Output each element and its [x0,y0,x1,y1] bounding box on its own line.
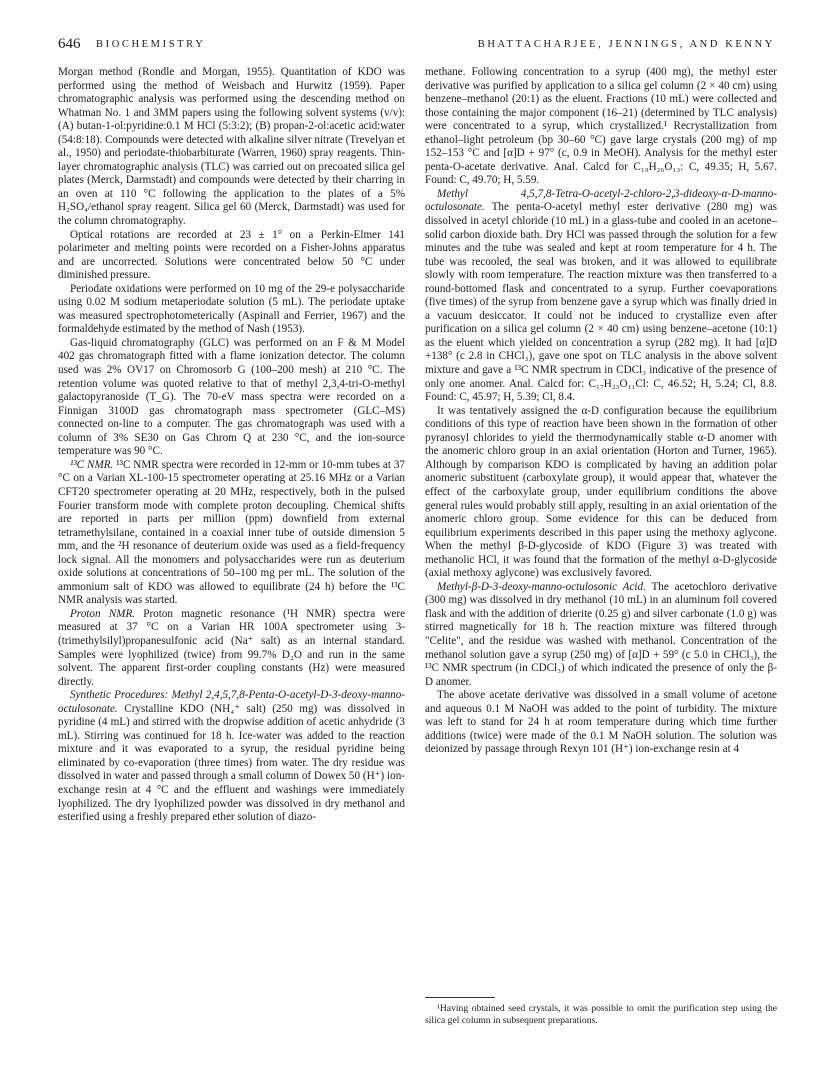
paragraph-text: Proton magnetic resonance (¹H NMR) spectra were measured at 37 °C on a Varian HR 100A spectrometer using 3-(trimethylsilyl)propanesulfonic acid (Na⁺ salt) as an internal standard. Samples were lyophilized (twice) from 99.7% D₂O and run in the same solvent. The apparent first-order coupling constants (Hz) were measured directly. [58,607,406,688]
running-header [58,36,775,56]
section-heading: Methyl-β-D-3-deoxy-manno-octulosonic Acid. [437,580,646,593]
paragraph: Morgan method (Rondle and Morgan, 1955). Quantitation of KDO was performed using the method of Weisbach and Hurwitz (1959). Paper chromatographic analysis was performed using the descending method on Whatman No. 1 and 3MM papers using the following solvent systems (v/v): (A) butan-1-ol:pyridine:0.1 M HCl (5:3:2); (B) propan-2-ol:acetic acid:water (54:8:18). Compounds were detected with alkaline silver nitrate (Trevelyan et al., 1950) and periodate-thiobarbiturate (Warren, 1960) spray reagents. Thin-layer chromatographic analysis (TLC) was carried out on precoated silica gel plates (Merck, Darmstadt) and compounds were detected by their charring in an oven at 110 °C following the application to the plates of a 5% H₂SO₄/ethanol spray reagent. Silica gel 60 (Merck, Darmstadt) was used for the column chromatography. [58,66,405,228]
paragraph-text: ¹³C NMR spectra were recorded in 12-mm or 10-mm tubes at 37 °C on a Varian XL-100-15 spectrometer operating at 25.16 MHz or a Varian CFT20 spectrometer operating at 20 MHz, respectively, both in the pulsed Fourier transform mode with complete proton decoupling. Chemical shifts are reported in parts per million (ppm) downfield from external tetramethylsilane, contained in a coaxial inner tube of outside dimension 5 mm, and the ²H resonance of deuterium oxide was used as a field-frequency lock signal. All the monomers and polysaccharides were run as deuterium oxide solutions at concentrations of 50–100 mg per mL. The solution of the ammonium salt of KDO was allowed to equilibrate (24 h) before the ¹³C NMR analysis was started. [58,458,406,607]
paragraph: methane. Following concentration to a syrup (400 mg), the methyl ester derivative was purified by application to a silica gel column (2 × 40 cm) using benzene–methanol (20:1) as the eluent. Fractions (10 mL) were collected and those containing the major component (16–21) (determined by TLC analysis) were concentrated to a syrup, which crystallized.¹ Recrystallization from ethanol–light petroleum (bp 30–60 °C) gave large crystals (200 mg) of mp 152–153 °C and [α]D + 97° (c, 0.9 in MeOH). Analysis for the methyl ester penta-O-acetate derivative. Anal. Calcd for C₁₉H₂₆O₁₃: C, 49.35; H, 5.67. Found: C, 49.70; H, 5.59. [425,66,777,187]
footnote [425,1003,777,1027]
section-heading: Methyl 4,5,7,8-Tetra-O-acetyl-2-chloro-2,3-dideoxy-α-D-manno-octulosonate. [425,187,777,214]
footnote-text: ¹Having obtained seed crystals, it was possible to omit the purification step using the silica gel column in subsequent preparations. [425,1003,777,1026]
section-heading: Synthetic Procedures: Methyl 2,4,5,7,8-Penta-O-acetyl-D-3-deoxy-manno-octulosonate. [58,689,405,715]
paragraph [425,581,777,689]
paragraph: Periodate oxidations were performed on 10 mg of the 29-e polysaccharide using 0.02 M sodium metaperiodate solution (5 mL). The periodate uptake was measured spectrophotometerically (Aspinall and Ferrier, 1967) and the formaldehyde estimated by the method of Nash (1953). [58,282,405,336]
paragraph: It was tentatively assigned the α-D configuration because the equilibrium conditions of this type of reaction have been shown in the formation of other pyranosyl chlorides to yield the thermodynamically stable α-D anomer with the anomeric chloro group in an axial orientation (Horton and Turner, 1965). Although by comparison KDO is complicated by having an addition polar anomeric substituent (carboxylate group), it would appear that, whatever the effect of the carboxylate group, under equilibrium conditions the above general rules would probably still apply, resulting in an axial orientation of the anomeric chloro group. Some evidence for this can be deduced from equilibrium experiments described in this paper using the methoxy aglycone. When the methyl β-D-glycoside of KDO (Figure 3) was treated with methanolic HCl, it was found that the formation of the methyl α-D-glycoside (axial methoxy aglycone) was exclusively favored. [425,404,777,580]
paragraph-text: Crystalline KDO (NH₄⁺ salt) (250 mg) was dissolved in pyridine (4 mL) and stirred with the dropwise addition of acetic anhydride (3 mL). Stirring was continued for 18 h. Ice-water was added to the reaction mixture and it was evaporated to a syrup, the residual pyridine being eliminated by co-evaporation (three times) from water. The dry residue was dissolved in water and passed through a small column of Dowex 50 (H⁺) ion-exchange resin at 4 °C and the effluent and washings were immediately lyophilized. The dry lyophilized powder was dissolved in dry methanol and esterified using a freshly prepared ether solution of diazo- [58,702,405,824]
paragraph-text: The acetochloro derivative (300 mg) was dissolved in dry methanol (10 mL) in an aluminum foil covered flask and with the addition of drierite (0.25 g) and silver carbonate (1.0 g) was stirred magnetically for 18 h. The reaction mixture was filtered through "Celite", and the residue was washed with methanol. Concentration of the methanol solution gave a syrup (250 mg) of [α]D + 59° (c 5.0 in CHCl₃), the ¹³C NMR spectrum (in CDCl₃) of which indicated the presence of only the β-D anomer. [425,580,777,688]
paragraph: The above acetate derivative was dissolved in a small volume of acetone and aqueous 0.1 M NaOH was added to the point of turbidity. The mixture was left to stand for 24 h at room temperature during which time further additions (twice) were made of the 0.1 M NaOH solution. The solution was deionized by passage through Rexyn 101 (H⁺) ion-exchange resin at 4 [425,689,777,756]
left-column [58,66,405,825]
section-heading: ¹³C NMR. [70,458,114,471]
journal-name: BIOCHEMISTRY [96,39,206,50]
paragraph [58,459,405,608]
section-heading: Proton NMR. [70,607,136,620]
paragraph: Optical rotations are recorded at 23 ± 1° on a Perkin-Elmer 141 polarimeter and melting points were recorded on a Fisher-Johns apparatus and are uncorrected. Solutions were concentrated below 50 °C under diminished pressure. [58,228,405,282]
page-number: 646 [58,36,81,52]
paragraph-text: The penta-O-acetyl methyl ester derivative (280 mg) was dissolved in acetyl chloride (10 mL) in a glass-tube and cooled in an acetone–solid carbon dioxide bath. Dry HCl was passed through the solution for a few minutes and the tube was sealed and kept at room temperature for 4 h. The tube was recooled, the seal was broken, and it was allowed to equilibrate slowly with room temperature. The reaction mixture was then transferred to a round-bottomed flask and concentrated to a syrup. Further coevaporations (five times) of the syrup from benzene gave a syrup which was finally dried in a vacuum desiccator. It could not be induced to crystallize even after purification on a silica gel column (2 × 40 cm) using benzene–acetone (10:1) as the eluent which yielded on concentration a syrup (282 mg). It had [α]D +138° (c 2.8 in CHCl₃), gave one spot on TLC analysis in the above solvent mixture and gave a ¹³C NMR spectrum in CDCl₃ indicative of the presence of only one anomer. Anal. Calcd for: C₁₇H₂₃O₁₁Cl: C, 46.52; H, 5.24; Cl, 8.8. Found: C, 45.97; H, 5.39; Cl, 8.4. [425,201,777,404]
paragraph [58,608,405,689]
paragraph: Gas-liquid chromatography (GLC) was performed on an F & M Model 402 gas chromatograph fitted with a flame ionization detector. The column used was 2% OV17 on Chromosorb G (100–200 mesh) at 210 °C. The retention volume was quoted relative to that of methyl 2,3,4-tri-O-methyl galactopyranoside (T_G). The 70-eV mass spectra were recorded on a Finnigan 3100D gas chromatograph mass spectrometer (GLC–MS) connected on-line to a computer. The gas chromatograph was used with a column of 3% SE30 on Gas Chrom Q at 230 °C, and the ion-source temperature was 90 °C. [58,336,405,458]
paragraph [425,188,777,405]
right-column [425,66,777,757]
footnote-divider [425,997,495,998]
running-authors: BHATTACHARJEE, JENNINGS, AND KENNY [477,39,775,50]
paragraph [58,689,405,824]
